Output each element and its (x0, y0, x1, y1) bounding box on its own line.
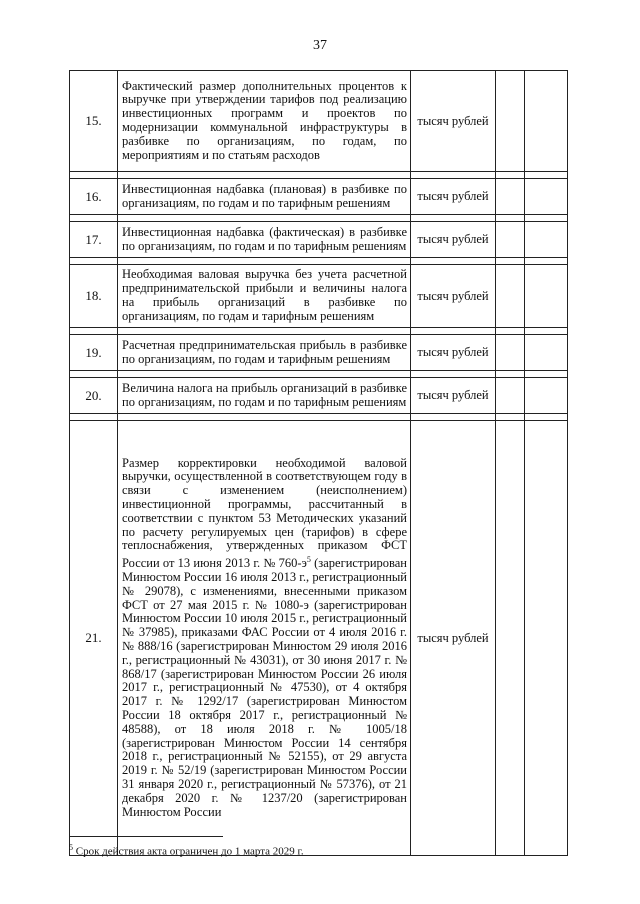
row-number: 18. (70, 265, 118, 328)
row-description: Необходимая валовая выручка без учета расчетной предпринимательской прибыли и величины налога на прибыль организаций в разбивке по организациям, по годам и тарифным решениям (118, 265, 411, 328)
row-description: Фактический размер дополнительных процентов к выручке при утверждении тарифов под реализацию инвестиционных программ и проектов по модернизации коммунальной инфраструктуры в разбивке по организациям, по годам, по мероприятиям и по статьям расходов (118, 71, 411, 172)
table-row (70, 378, 568, 414)
empty-cell (525, 421, 568, 856)
row-unit: тысяч рублей (411, 378, 496, 414)
row-unit: тысяч рублей (411, 179, 496, 215)
empty-cell (496, 222, 525, 258)
row-number: 15. (70, 71, 118, 172)
row-description: Инвестиционная надбавка (плановая) в разбивке по организациям, по годам и по тарифным решениям (118, 179, 411, 215)
row-unit: тысяч рублей (411, 222, 496, 258)
row-spacer (70, 258, 568, 265)
footnote-divider (69, 836, 223, 837)
empty-cell (525, 179, 568, 215)
row-spacer (70, 328, 568, 335)
row-description-part: Размер корректировки необходимой валовой выручки, осуществленной в соответствующем году в связи с изменением (неисполнением) инвестиционной программы, рассчитанный в соответствии с пунктом 53 Методических указаний по расчету регулируемых цен (тарифов) в сфере теплоснабжения, утвержденных приказом ФСТ России от 13 июня 2013 г. № 760-э (122, 455, 407, 571)
row-number: 17. (70, 222, 118, 258)
row-number: 16. (70, 179, 118, 215)
indicators-table (69, 70, 568, 856)
row-number: 20. (70, 378, 118, 414)
empty-cell (525, 335, 568, 371)
footnote-ref: 5 (306, 555, 311, 565)
row-unit: тысяч рублей (411, 71, 496, 172)
empty-cell (496, 71, 525, 172)
table-row (70, 71, 568, 172)
table-row (70, 179, 568, 215)
empty-cell (496, 378, 525, 414)
empty-cell (496, 421, 525, 856)
empty-cell (496, 265, 525, 328)
empty-cell (525, 222, 568, 258)
empty-cell (496, 179, 525, 215)
row-description: Величина налога на прибыль организаций в разбивке по организациям, по годам и по тарифным решениям (118, 378, 411, 414)
row-spacer (70, 371, 568, 378)
row-number: 21. (70, 421, 118, 856)
row-number: 19. (70, 335, 118, 371)
empty-cell (525, 378, 568, 414)
row-spacer (70, 414, 568, 421)
table-row (70, 335, 568, 371)
empty-cell (525, 71, 568, 172)
page-number: 37 (313, 38, 327, 53)
row-description (118, 421, 411, 856)
row-description: Расчетная предпринимательская прибыль в разбивке по организациям, по годам и тарифным решениям (118, 335, 411, 371)
empty-cell (496, 335, 525, 371)
row-unit: тысяч рублей (411, 265, 496, 328)
footnote-mark: 5 (69, 843, 73, 852)
row-description: Инвестиционная надбавка (фактическая) в разбивке по организациям, по годам и по тарифным решениям (118, 222, 411, 258)
table-row (70, 265, 568, 328)
table-row (70, 222, 568, 258)
row-unit: тысяч рублей (411, 421, 496, 856)
footnote (69, 843, 304, 858)
row-unit: тысяч рублей (411, 335, 496, 371)
empty-cell (525, 265, 568, 328)
row-description-part: (зарегистрирован Минюстом России 16 июля 2013 г., регистрационный № 29078), с изменениями, внесенными приказом ФСТ от 27 мая 2015 г. № 1080-э (зарегистрирован Минюстом России 10 июля 2015 г., регистрационный № 37985), приказами ФАС России от 4 июля 2016 г. № 888/16 (зарегистрирован Минюстом 29 июля 2016 г., регистрационный № 43031), от 30 июня 2017 г. № 868/17 (зарегистрирован Минюстом России 26 июля 2017 г., регистрационный № 47530), от 4 октября 2017 г. № 1292/17 (зарегистрирован Минюстом России 18 октября 2017 г., регистрационный № 48588), от 18 июля 2018 г. № 1005/18 (зарегистрирован Минюстом России 14 сентября 2018 г., регистрационный № 52155), от 29 августа 2019 г. № 52/19 (зарегистрирован Минюстом России 31 января 2020 г., регистрационный № 57376), от 21 декабря 2020 г. № 1237/20 (зарегистрирован Минюстом России (122, 556, 407, 819)
table-row (70, 421, 568, 856)
footnote-text: Срок действия акта ограничен до 1 марта 2029 г. (73, 845, 304, 858)
row-spacer (70, 215, 568, 222)
row-spacer (70, 172, 568, 179)
